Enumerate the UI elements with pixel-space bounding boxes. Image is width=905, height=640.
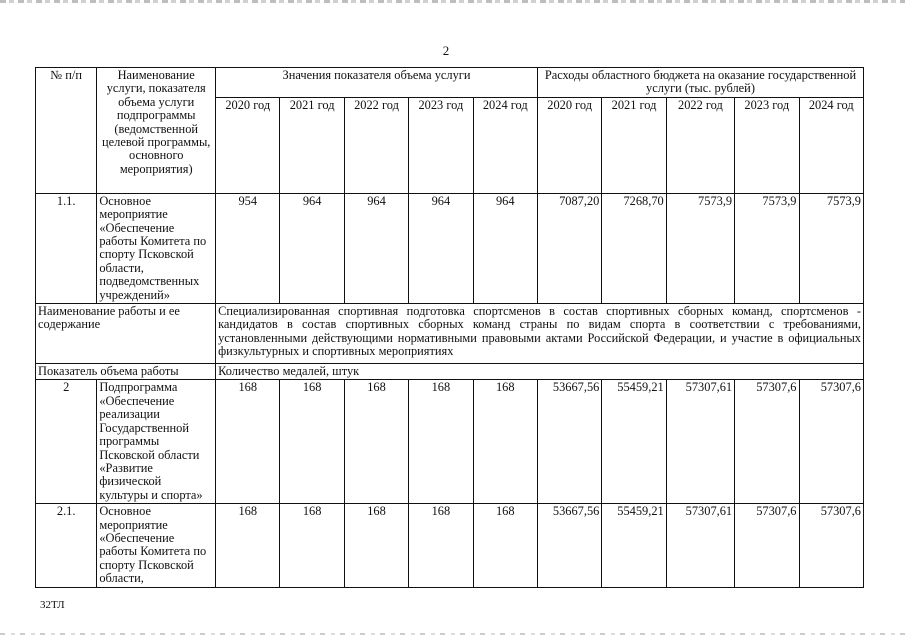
row-expense: 57307,6 — [735, 504, 799, 587]
row-value: 168 — [409, 504, 473, 587]
row-value: 168 — [280, 504, 344, 587]
row-value: 168 — [409, 380, 473, 504]
work-indicator-label: Показатель объема работы — [36, 364, 216, 380]
row-expense: 55459,21 — [602, 380, 666, 504]
header-row-groups — [36, 68, 864, 98]
row-name: Подпрограмма «Обеспечение реализации Государственной программы Псковской области «Развитие физической культуры и спорта» — [97, 380, 216, 504]
work-name-row — [36, 304, 864, 364]
row-expense: 53667,56 — [537, 504, 601, 587]
scan-edge-top — [0, 0, 905, 3]
row-value: 168 — [344, 380, 408, 504]
footer-code: 32ТЛ — [40, 599, 65, 611]
row-name: Основное мероприятие «Обеспечение работы Комитета по спорту Псковской области, подведомственных учреждений» — [97, 193, 216, 303]
row-value: 168 — [344, 504, 408, 587]
row-value: 964 — [280, 193, 344, 303]
row-expense: 55459,21 — [602, 504, 666, 587]
row-expense: 57307,61 — [666, 504, 734, 587]
row-expense: 57307,6 — [799, 504, 864, 587]
table-row — [36, 193, 864, 303]
row-expense: 57307,6 — [799, 380, 864, 504]
row-expense: 7087,20 — [537, 193, 601, 303]
header-name-col: Наименование услуги, показателя объема услуги подпрограммы (ведомственной целевой программы, основного мероприятия) — [97, 68, 216, 194]
row-value: 964 — [344, 193, 408, 303]
header-expense-year: 2023 год — [735, 97, 799, 193]
header-expense-year: 2021 год — [602, 97, 666, 193]
work-name-text: Специализированная спортивная подготовка спортсменов в состав спортивных сборных команд, спортсменов - кандидатов в состав спортивных сборных команд страны по видам спорта в соответствии с требованиями, установленными действующими нормативными правовыми актами Российской Федерации, и участие в официальных физкультурных и спортивных мероприятиях — [216, 304, 864, 364]
row-expense: 53667,56 — [537, 380, 601, 504]
header-expense-year: 2024 год — [799, 97, 864, 193]
header-value-year: 2020 год — [216, 97, 280, 193]
row-value: 168 — [280, 380, 344, 504]
row-expense: 57307,6 — [735, 380, 799, 504]
header-expenses-group: Расходы областного бюджета на оказание государственной услуги (тыс. рублей) — [537, 68, 863, 98]
header-values-group: Значения показателя объема услуги — [216, 68, 538, 98]
row-value: 168 — [473, 504, 537, 587]
row-value: 168 — [216, 380, 280, 504]
table-row — [36, 504, 864, 587]
row-num: 2 — [36, 380, 97, 504]
row-expense: 7573,9 — [666, 193, 734, 303]
row-value: 168 — [473, 380, 537, 504]
header-value-year: 2024 год — [473, 97, 537, 193]
row-name: Основное мероприятие «Обеспечение работы Комитета по спорту Псковской области, — [97, 504, 216, 587]
header-num-col: № п/п — [36, 68, 97, 194]
scan-edge-bottom — [0, 633, 905, 635]
row-value: 964 — [473, 193, 537, 303]
header-value-year: 2023 год — [409, 97, 473, 193]
work-indicator-text: Количество медалей, штук — [216, 364, 864, 380]
header-value-year: 2022 год — [344, 97, 408, 193]
row-expense: 7268,70 — [602, 193, 666, 303]
work-indicator-row — [36, 364, 864, 380]
row-value: 954 — [216, 193, 280, 303]
row-num: 2.1. — [36, 504, 97, 587]
page-number: 2 — [442, 43, 450, 58]
header-value-year: 2021 год — [280, 97, 344, 193]
header-expense-year: 2022 год — [666, 97, 734, 193]
row-expense: 57307,61 — [666, 380, 734, 504]
row-expense: 7573,9 — [799, 193, 864, 303]
budget-table — [35, 67, 864, 588]
row-expense: 7573,9 — [735, 193, 799, 303]
header-expense-year: 2020 год — [537, 97, 601, 193]
row-value: 964 — [409, 193, 473, 303]
row-num: 1.1. — [36, 193, 97, 303]
work-name-label: Наименование работы и ее содержание — [36, 304, 216, 364]
row-value: 168 — [216, 504, 280, 587]
table-row — [36, 380, 864, 504]
